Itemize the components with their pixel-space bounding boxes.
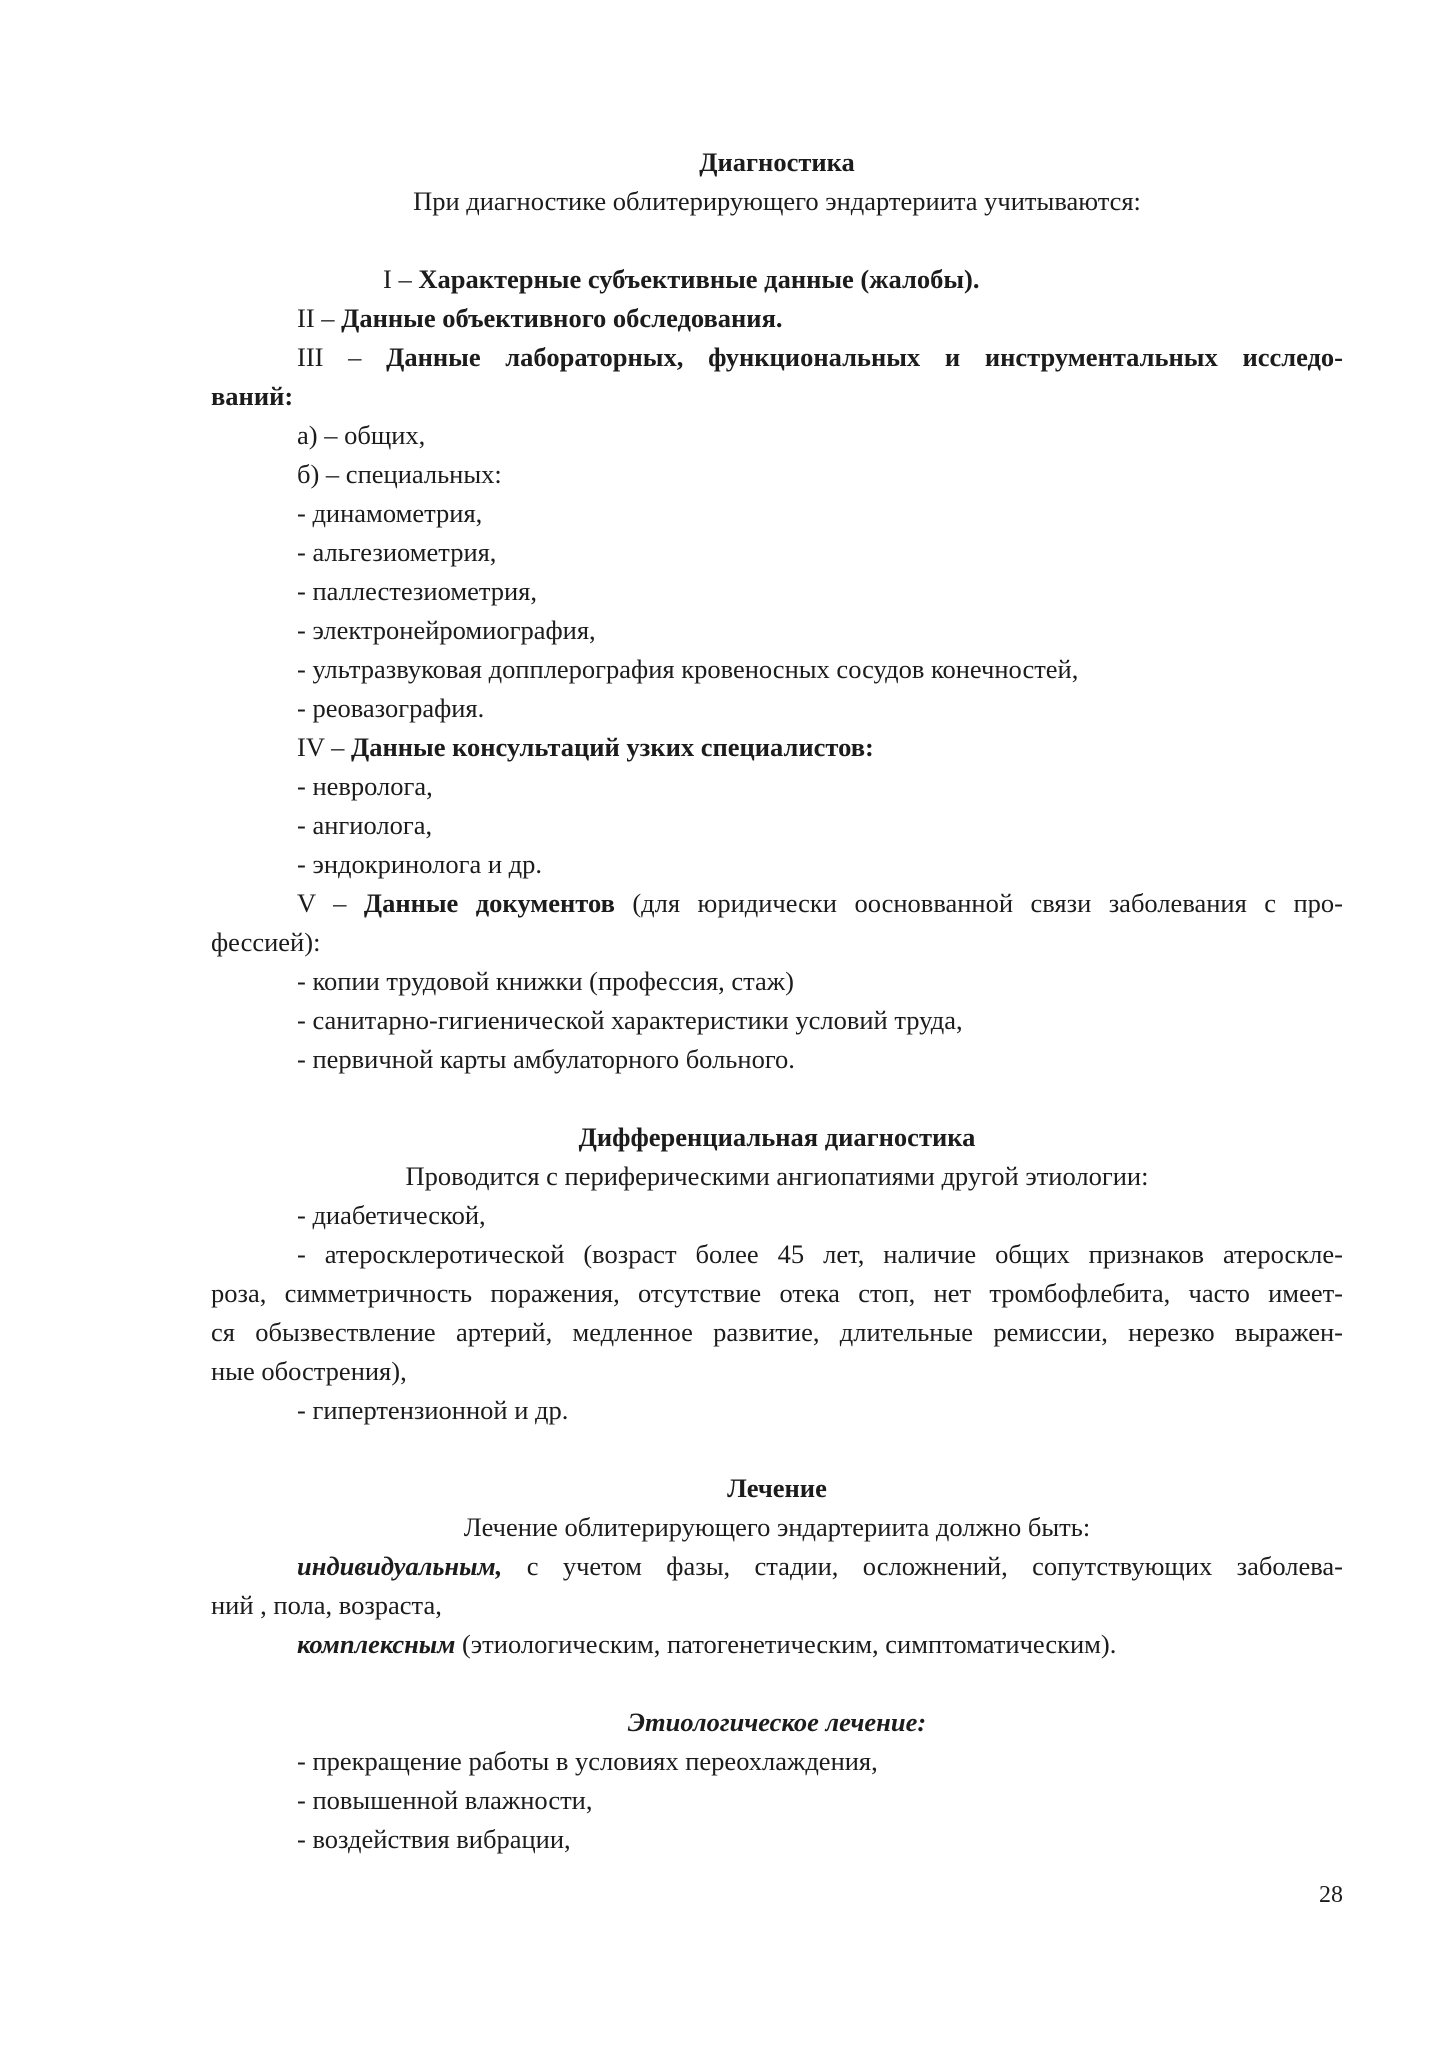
item-title: Данные лабораторных, функциональных и инструментальных исследо- [386,342,1343,372]
spacer [211,1430,1343,1469]
treatment-individual [211,1547,1343,1586]
section-heading-differential: Дифференциальная диагностика [578,1122,976,1152]
paragraph-line: ные обострения), [211,1356,407,1386]
page-number: 28 [1319,1882,1343,1908]
list-item: - копии трудовой книжки (профессия, стаж) [297,966,794,996]
diagnostics-item-5-continued: фессией): [211,927,321,957]
roman-numeral: III – [297,342,362,372]
paragraph-line: роза, симметричность поражения, отсутствие отека стоп, нет тромбофлебита, часто имеет- [211,1278,1343,1308]
diagnostics-item-3-continued: ваний: [211,381,294,411]
item-title: Характерные субъективные данные (жалобы). [418,264,980,294]
section-heading-diagnostics: Диагностика [699,147,855,177]
roman-numeral: II – [297,303,335,333]
roman-numeral: V – [297,888,347,918]
list-item: - повышенной влажности, [297,1785,593,1815]
list-item: - динамометрия, [297,498,483,528]
list-item: - гипертензионной и др. [297,1395,569,1425]
roman-numeral: IV – [297,732,345,762]
treatment-intro: Лечение облитерирующего эндартериита должно быть: [463,1512,1091,1542]
section-heading-etiological: Этиологическое лечение: [627,1707,927,1737]
diagnostics-item-4 [211,728,1343,767]
list-item: - ультразвуковая допплерография кровеносных сосудов конечностей, [297,654,1079,684]
item-description: (для юридически оосновванной связи заболевания с про- [632,888,1343,918]
list-item: - диабетической, [297,1200,486,1230]
diagnostics-intro: При диагностике облитерирующего эндартериита учитываются: [413,186,1141,216]
document-page [211,143,1343,1859]
roman-numeral: I – [383,264,412,294]
emphasized-term: комплексным [297,1629,456,1659]
item-title: Данные консультаций узких специалистов: [350,732,874,762]
differential-intro: Проводится с периферическими ангиопатиями другой этиологии: [405,1161,1149,1191]
term-description: с учетом фазы, стадии, осложнений, сопутствующих заболева- [526,1551,1343,1581]
list-item: - первичной карты амбулаторного больного. [297,1044,795,1074]
list-item: - альгезиометрия, [297,537,497,567]
list-item: - паллестезиометрия, [297,576,538,606]
item-title: Данные документов [363,888,615,918]
list-item: - эндокринолога и др. [297,849,543,879]
diagnostics-item-5 [211,884,1343,923]
spacer [211,1079,1343,1118]
list-item: - ангиолога, [297,810,433,840]
diagnostics-item-1 [211,260,1343,299]
paragraph-line: ся обызвествление артерий, медленное развитие, длительные ремиссии, нерезко выражен- [211,1317,1343,1347]
treatment-individual-continued: ний , пола, возраста, [211,1590,442,1620]
item-title: Данные объективного обследования. [341,303,783,333]
list-item: - невролога, [297,771,433,801]
list-item: - санитарно-гигиенической характеристики условий труда, [297,1005,963,1035]
emphasized-term: индивидуальным, [297,1551,503,1581]
diagnostics-item-2 [211,299,1343,338]
list-item: - реовазография. [297,693,485,723]
term-description: (этиологическим, патогенетическим, симптоматическим). [461,1629,1117,1659]
list-item: - воздействия вибрации, [297,1824,571,1854]
diagnostics-item-3 [211,338,1343,377]
treatment-complex [211,1625,1343,1664]
sub-item-a: а) – общих, [297,420,426,450]
paragraph-line: - атеросклеротической (возраст более 45 лет, наличие общих признаков атероскле- [297,1239,1343,1269]
list-item: - прекращение работы в условиях переохлаждения, [297,1746,878,1776]
sub-item-b: б) – специальных: [297,459,502,489]
spacer [211,1664,1343,1703]
list-item: - электронейромиография, [297,615,596,645]
spacer [211,221,1343,260]
section-heading-treatment: Лечение [727,1473,827,1503]
